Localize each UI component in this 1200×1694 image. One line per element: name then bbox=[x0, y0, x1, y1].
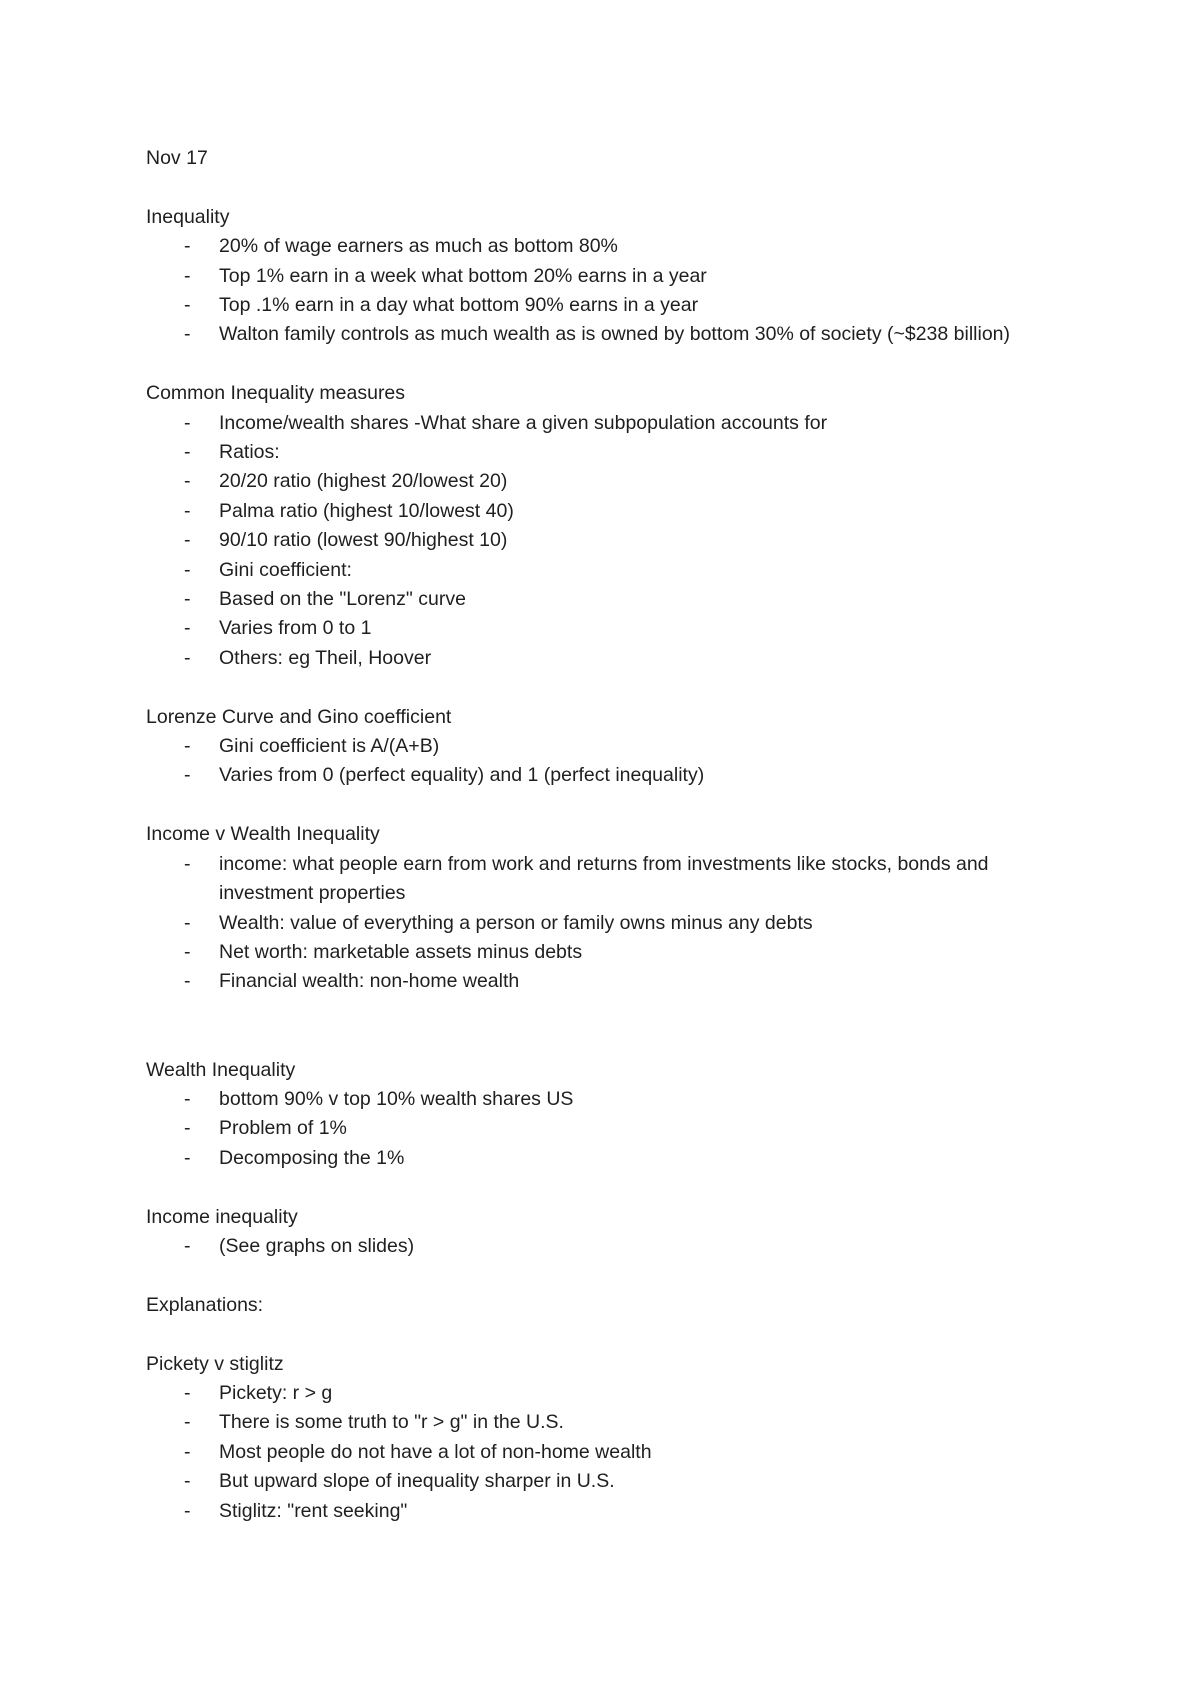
list-item-text: Varies from 0 (perfect equality) and 1 (perfect inequality) bbox=[219, 764, 705, 787]
list-item bbox=[146, 1497, 1076, 1526]
list-item-text: Most people do not have a lot of non-home wealth bbox=[219, 1440, 652, 1463]
list-item-text: Gini coefficient: bbox=[219, 558, 352, 581]
list-item bbox=[146, 1085, 1076, 1114]
list-item-text: Financial wealth: non-home wealth bbox=[219, 970, 520, 993]
list-item bbox=[146, 1467, 1076, 1496]
section-inequality bbox=[146, 203, 1076, 350]
bullet-dash: - bbox=[184, 499, 191, 522]
list-item bbox=[146, 850, 1076, 909]
list-item-text: Top .1% earn in a day what bottom 90% earns in a year bbox=[219, 294, 699, 317]
list-item-text: bottom 90% v top 10% wealth shares US bbox=[219, 1087, 574, 1110]
list-item-text: income: what people earn from work and returns from investments like stocks, bonds and investment properties bbox=[219, 852, 989, 905]
list-item bbox=[146, 526, 1076, 555]
bullet-dash: - bbox=[184, 235, 191, 258]
date-heading: Nov 17 bbox=[146, 147, 208, 169]
list-item-text: (See graphs on slides) bbox=[219, 1234, 415, 1257]
list-item bbox=[146, 909, 1076, 938]
document-page bbox=[146, 144, 1076, 1526]
bullet-dash: - bbox=[184, 529, 191, 552]
list-item bbox=[146, 497, 1076, 526]
list-item bbox=[146, 614, 1076, 643]
list-item bbox=[146, 556, 1076, 585]
bullet-dash: - bbox=[184, 1381, 191, 1404]
list-item-text: Palma ratio (highest 10/lowest 40) bbox=[219, 499, 514, 522]
bullet-dash: - bbox=[184, 617, 191, 640]
list-item bbox=[146, 232, 1076, 261]
bullet-dash: - bbox=[184, 764, 191, 787]
bullet-dash: - bbox=[184, 470, 191, 493]
section-heading: Wealth Inequality bbox=[146, 1058, 296, 1081]
spacer bbox=[146, 1320, 1076, 1349]
list-item bbox=[146, 761, 1076, 790]
list-item-text: 90/10 ratio (lowest 90/highest 10) bbox=[219, 529, 508, 552]
bullet-dash: - bbox=[184, 1411, 191, 1434]
list-item bbox=[146, 1114, 1076, 1143]
list-item-text: Walton family controls as much wealth as is owned by bottom 30% of society (~$238 billion) bbox=[219, 323, 1011, 346]
bullet-dash: - bbox=[184, 558, 191, 581]
bullet-dash: - bbox=[184, 1440, 191, 1463]
section-income-inequality bbox=[146, 1203, 1076, 1262]
section-heading: Inequality bbox=[146, 205, 230, 228]
list-item-text: Gini coefficient is A/(A+B) bbox=[219, 735, 440, 758]
bullet-list bbox=[146, 1232, 1076, 1261]
bullet-dash: - bbox=[184, 588, 191, 611]
bullet-list bbox=[146, 850, 1076, 997]
section-lorenze-curve bbox=[146, 703, 1076, 791]
bullet-list bbox=[146, 409, 1076, 674]
section-pickety-v-stiglitz bbox=[146, 1350, 1076, 1526]
list-item bbox=[146, 967, 1076, 996]
bullet-dash: - bbox=[184, 1499, 191, 1522]
list-item bbox=[146, 1438, 1076, 1467]
bullet-dash: - bbox=[184, 264, 191, 287]
bullet-dash: - bbox=[184, 441, 191, 464]
section-income-v-wealth bbox=[146, 820, 1076, 996]
list-item-text: There is some truth to "r > g" in the U.S. bbox=[219, 1411, 564, 1434]
bullet-dash: - bbox=[184, 646, 191, 669]
list-item bbox=[146, 320, 1076, 349]
list-item-text: Income/wealth shares -What share a given subpopulation accounts for bbox=[219, 411, 828, 434]
list-item bbox=[146, 409, 1076, 438]
bullet-dash: - bbox=[184, 940, 191, 963]
spacer bbox=[146, 350, 1076, 379]
list-item bbox=[146, 262, 1076, 291]
bullet-dash: - bbox=[184, 1470, 191, 1493]
list-item bbox=[146, 644, 1076, 673]
list-item bbox=[146, 1232, 1076, 1261]
list-item-text: Pickety: r > g bbox=[219, 1381, 333, 1404]
section-wealth-inequality bbox=[146, 1056, 1076, 1174]
bullet-dash: - bbox=[184, 294, 191, 317]
section-heading: Explanations: bbox=[146, 1293, 264, 1316]
bullet-dash: - bbox=[184, 1117, 191, 1140]
section-heading: Income v Wealth Inequality bbox=[146, 823, 380, 846]
spacer bbox=[146, 173, 1076, 202]
spacer bbox=[146, 997, 1076, 1056]
spacer bbox=[146, 1173, 1076, 1202]
list-item bbox=[146, 1379, 1076, 1408]
list-item-text: Problem of 1% bbox=[219, 1117, 347, 1140]
list-item bbox=[146, 732, 1076, 761]
list-item-text: Based on the "Lorenz" curve bbox=[219, 588, 466, 611]
section-heading: Lorenze Curve and Gino coefficient bbox=[146, 705, 452, 728]
list-item-text: Ratios: bbox=[219, 441, 280, 464]
bullet-list bbox=[146, 1379, 1076, 1526]
list-item-text: Wealth: value of everything a person or family owns minus any debts bbox=[219, 911, 813, 934]
bullet-dash: - bbox=[184, 735, 191, 758]
list-item bbox=[146, 938, 1076, 967]
list-item-text: 20/20 ratio (highest 20/lowest 20) bbox=[219, 470, 508, 493]
section-heading: Pickety v stiglitz bbox=[146, 1352, 284, 1375]
list-item-text: But upward slope of inequality sharper in U.S. bbox=[219, 1470, 615, 1493]
bullet-dash: - bbox=[184, 1146, 191, 1169]
list-item bbox=[146, 585, 1076, 614]
list-item-text: Net worth: marketable assets minus debts bbox=[219, 940, 583, 963]
section-heading: Income inequality bbox=[146, 1205, 298, 1228]
list-item bbox=[146, 291, 1076, 320]
list-item-text: Decomposing the 1% bbox=[219, 1146, 405, 1169]
list-item bbox=[146, 438, 1076, 467]
spacer bbox=[146, 1261, 1076, 1290]
bullet-list bbox=[146, 732, 1076, 791]
bullet-list bbox=[146, 232, 1076, 350]
bullet-dash: - bbox=[184, 1087, 191, 1110]
list-item bbox=[146, 467, 1076, 496]
list-item-text: Stiglitz: "rent seeking" bbox=[219, 1499, 408, 1522]
bullet-dash: - bbox=[184, 323, 191, 346]
spacer bbox=[146, 673, 1076, 702]
bullet-dash: - bbox=[184, 970, 191, 993]
bullet-dash: - bbox=[184, 411, 191, 434]
section-common-inequality-measures bbox=[146, 379, 1076, 673]
list-item-text: Top 1% earn in a week what bottom 20% earns in a year bbox=[219, 264, 707, 287]
bullet-dash: - bbox=[184, 1234, 191, 1257]
section-heading: Common Inequality measures bbox=[146, 382, 406, 405]
list-item bbox=[146, 1144, 1076, 1173]
spacer bbox=[146, 791, 1076, 820]
list-item-text: 20% of wage earners as much as bottom 80% bbox=[219, 235, 618, 258]
section-explanations bbox=[146, 1291, 1076, 1320]
list-item-text: Others: eg Theil, Hoover bbox=[219, 646, 432, 669]
bullet-dash: - bbox=[184, 852, 191, 875]
bullet-list bbox=[146, 1085, 1076, 1173]
list-item bbox=[146, 1408, 1076, 1437]
list-item-text: Varies from 0 to 1 bbox=[219, 617, 372, 640]
bullet-dash: - bbox=[184, 911, 191, 934]
